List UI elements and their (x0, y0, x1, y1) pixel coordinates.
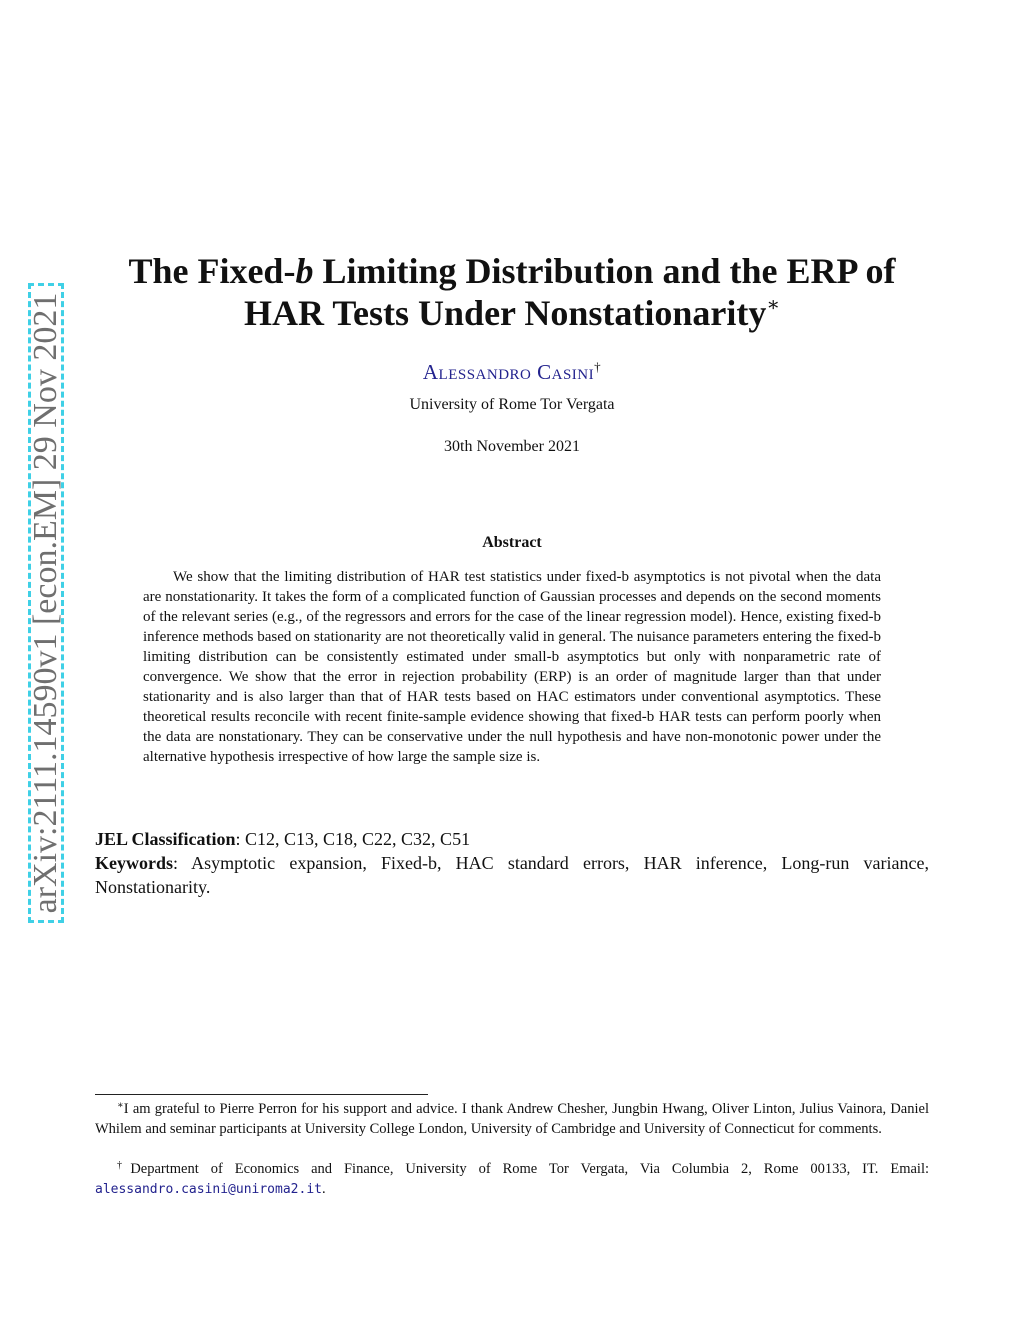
footnote-1-mark: ∗ (117, 1100, 124, 1111)
footnote-2-end: . (321, 1181, 326, 1197)
title-b: b (295, 251, 314, 291)
footnote-acknowledgements (95, 1099, 929, 1139)
footnote-2-mark: † (117, 1160, 131, 1171)
jel-classification (95, 827, 929, 851)
author (0, 360, 1024, 385)
author-footnote-mark: † (594, 359, 602, 374)
abstract-heading: Abstract (482, 534, 542, 551)
keywords-list: : Asymptotic expansion, Fixed-b, HAC standard errors, HAR inference, Long-run variance, Nonstationarity. (95, 853, 929, 897)
author-name: Alessandro Casini (422, 360, 595, 384)
footnote-divider (95, 1094, 428, 1095)
paper-title (95, 250, 929, 334)
keywords-label: Keywords (95, 853, 173, 873)
title-text-end: Limiting Distribution and the ERP of (313, 251, 896, 291)
jel-label: JEL Classification (95, 829, 236, 849)
title-footnote-mark: ∗ (766, 294, 780, 316)
abstract-body: We show that the limiting distribution of HAR test statistics under fixed-b asymptotics is not pivotal when the data are nonstationarity. It takes the form of a complicated function of Gaussian processes and depends on the second moments of the relevant series (e.g., of the regressors and errors for the case of the linear regression model). Hence, existing fixed-b inference methods based on stationarity are not theoretically valid in general. The nuisance parameters entering the fixed-b limiting distribution can be consistently estimated under small-b asymptotics but only with nonparametric rate of convergence. We show that the error in rejection probability (ERP) is an order of magnitude larger than that under stationarity and is also larger than that of HAR tests based on HAC estimators under conventional asymptotics. These theoretical results reconcile with recent finite-sample evidence showing that fixed-b HAR tests can perform poorly when the data are nonstationary. They can be conservative under the null hypothesis and have non-monotonic power under the alternative hypothesis irrespective of how large the sample size is. (143, 569, 881, 765)
affiliation: University of Rome Tor Vergata (409, 396, 615, 413)
footnote-1-text: I am grateful to Pierre Perron for his support and advice. I thank Andrew Chesher, Jungbin Hwang, Oliver Linton, Julius Vainora, Daniel Whilem and seminar participants at University College London, University of Cambridge and University of Connecticut for comments. (95, 1101, 929, 1137)
arxiv-identifier: arXiv:2111.14590v1 [econ.EM] 29 Nov 2021 (27, 292, 64, 914)
jel-codes: : C12, C13, C18, C22, C32, C51 (235, 829, 471, 849)
footnote-2-text: Department of Economics and Finance, University of Rome Tor Vergata, Via Columbia 2, Rome 00133, IT. Email: (130, 1161, 930, 1177)
date: 30th November 2021 (444, 438, 580, 455)
title-line-2: HAR Tests Under Nonstationarity (244, 293, 767, 333)
keywords (95, 851, 929, 899)
title-text-start: The Fixed- (128, 251, 296, 291)
footnote-affiliation (95, 1159, 929, 1200)
email-link[interactable]: alessandro.casini@uniroma2.it (95, 1182, 322, 1197)
